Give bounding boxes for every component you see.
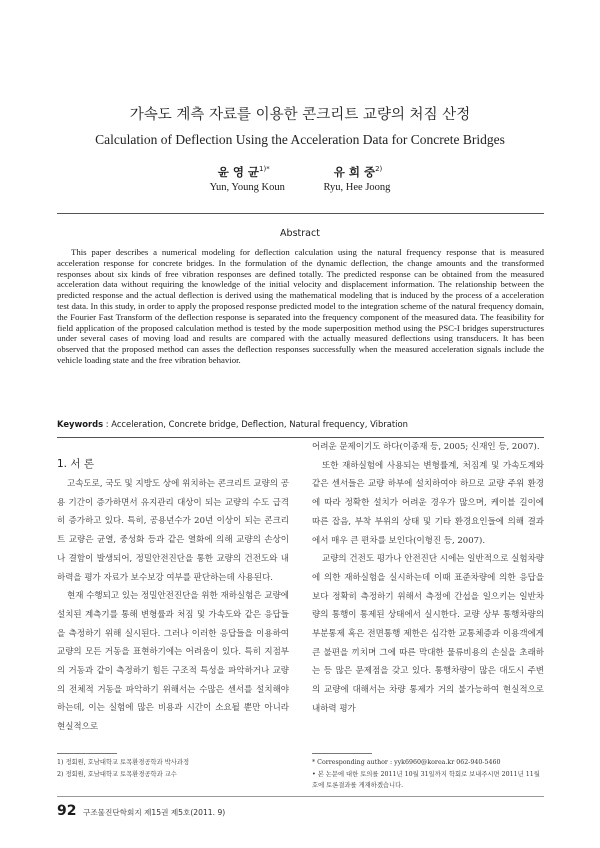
author-1-mark: 1)* xyxy=(259,165,270,173)
footnote-rule-left xyxy=(57,753,117,754)
keywords xyxy=(57,419,544,429)
section-1-heading: 1. 서 론 xyxy=(57,458,94,470)
left-paragraph-1: 고속도로, 국도 및 지방도 상에 위치하는 콘크리트 교량의 공용 기간이 증가하면서 유지관리 대상이 되는 교량의 수도 급격히 증가하고 있다. 특히, 공용년수가 20년 이상이 되는 콘크리트 교량은 균열, 중성화 등과 같은 열화에 의해 교량의 손상이나 결함이 발생되어, 정밀안전진단을 통한 교량의 건전도와 내하력을 평가 자료가 보수보강 여부를 판단하는데 사용된다. xyxy=(57,479,289,583)
footnotes-left xyxy=(57,757,289,780)
abstract-body: This paper describes a numerical modeling for deflection calculation using the natural frequency response that is measured acceleration response for concrete bridges. In the formulation of the dynamic deflection, the change amounts and the transformed responses about six kinds of free vibration responses are defined totally. The predicted response can be obtained from the measured acceleration data without requiring the knowledge of the initial velocity and displacement information. The relationship between the predicted response and the actual deflection is derived using the mathematical modeling that is induced by the process of a acceleration test data. In this study, in order to apply the proposed response predicted model to the integration scheme of the natural frequency domain, the Fourier Fast Transform of the deflection response is separated into the frequency component of the measured data. The feasibility for field application of the proposed calculation method is tested by the mode superposition method using the PSC-I bridges superstructures under several cases of moving load and results are compared with the actually measured deflections using transducers. It has been observed that the proposed method can asses the deflection responses successfully when the measured acceleration signals include the vehicle loading state and the free vibration behavior. xyxy=(57,247,544,365)
footnote-rule-right xyxy=(312,753,372,754)
author-2-name: 유 희 중 xyxy=(333,165,376,179)
author-1-korean xyxy=(218,164,270,180)
keywords-label: Keywords xyxy=(57,419,104,429)
left-paragraph-2: 현재 수행되고 있는 정밀안전진단을 위한 재하실험은 교량에 설치된 계측기를 통해 변형률과 처짐 및 가속도와 같은 응답들을 측정하기 위해 실시된다. 그러나 이러한 응답들을 이용하여 교량의 모든 거동을 표현하기에는 어려움이 있다. 특히 지점부의 거동과 같이 측정하기 힘든 구조적 특성을 파악하거나 교량의 전체적 거동을 파악하기 위해서는 수많은 센서를 설치해야 하는데, 이는 실험에 많은 비용과 시간이 소요될 뿐만 아니라 현실적으로 xyxy=(57,591,289,733)
right-paragraph-3: 교량의 건전도 평가나 안전진단 시에는 일반적으로 실험차량에 의한 재하실험을 실시하는데 이때 표준차량에 의한 응답을 보다 정확히 측정하기 위해서 측정에 간섭을 일으키는 일반차량의 통행이 통제된 상태에서 실시한다. 교량 상부 통행차량의 부분통제 혹은 전면통행 제한은 심각한 교통체증과 이용객에게 큰 불편을 끼치며 그에 따른 막대한 물류비용의 손실을 초래하는 등 많은 문제점을 갖고 있다. 통행차량이 많은 대도시 주변의 교량에 대해서는 차량 통제가 거의 불가능하여 현실적으로 내하력 평가 xyxy=(312,554,544,714)
right-column xyxy=(312,438,544,719)
author-2-english: Ryu, Hee Joong xyxy=(323,182,391,193)
discussion-note: • 본 논문에 대한 토의를 2011년 10월 31일까지 학회로 보내주시면 2011년 11월호에 토론결과를 게재하겠습니다. xyxy=(312,770,540,789)
title-english: Calculation of Deflection Using the Acceleration Data for Concrete Bridges xyxy=(95,132,505,147)
author-1-english: Yun, Young Koun xyxy=(209,182,285,193)
keywords-text: : Acceleration, Concrete bridge, Deflection, Natural frequency, Vibration xyxy=(105,419,408,429)
authors-english xyxy=(0,182,600,193)
abstract-heading: Abstract xyxy=(280,228,320,239)
author-2-mark: 2) xyxy=(375,165,383,173)
left-column xyxy=(57,475,289,737)
corresponding-author-note: * Corresponding author : yyk6960@korea.kr 062-940-5460 xyxy=(312,759,501,766)
title-korean: 가속도 계측 자료를 이용한 콘크리트 교량의 처짐 산정 xyxy=(129,107,471,123)
footnote-2: 2) 정회원, 호남대학교 토목환경공학과 교수 xyxy=(57,770,177,778)
page-footer-rule xyxy=(57,796,544,797)
abstract-top-rule xyxy=(57,213,544,214)
journal-info: 구조물진단학회지 제15권 제5호(2011. 9) xyxy=(83,808,226,817)
page-number: 92 xyxy=(57,803,77,819)
author-1-name: 윤 영 균 xyxy=(217,165,260,179)
footnotes-right xyxy=(312,757,544,792)
right-paragraph-1: 어려운 문제이기도 하다(이종재 등, 2005; 신재인 등, 2007). xyxy=(312,442,540,452)
footnote-1: 1) 정회원, 호남대학교 토목환경공학과 박사과정 xyxy=(57,759,190,766)
right-paragraph-2: 또한 재하실험에 사용되는 변형률계, 처짐계 및 가속도계와 같은 센서들은 교량 하부에 설치하여야 하므로 교량 주위 환경에 따라 정확한 설치가 어려운 경우가 많으며, 케이블 길이에 따른 잡음, 부착 부위의 상태 및 기타 환경요인들에 의해 결과에서 매우 큰 편차를 보인다(이형진 등, 2007). xyxy=(312,460,544,546)
authors-korean xyxy=(0,164,600,180)
author-2-korean xyxy=(334,164,383,180)
